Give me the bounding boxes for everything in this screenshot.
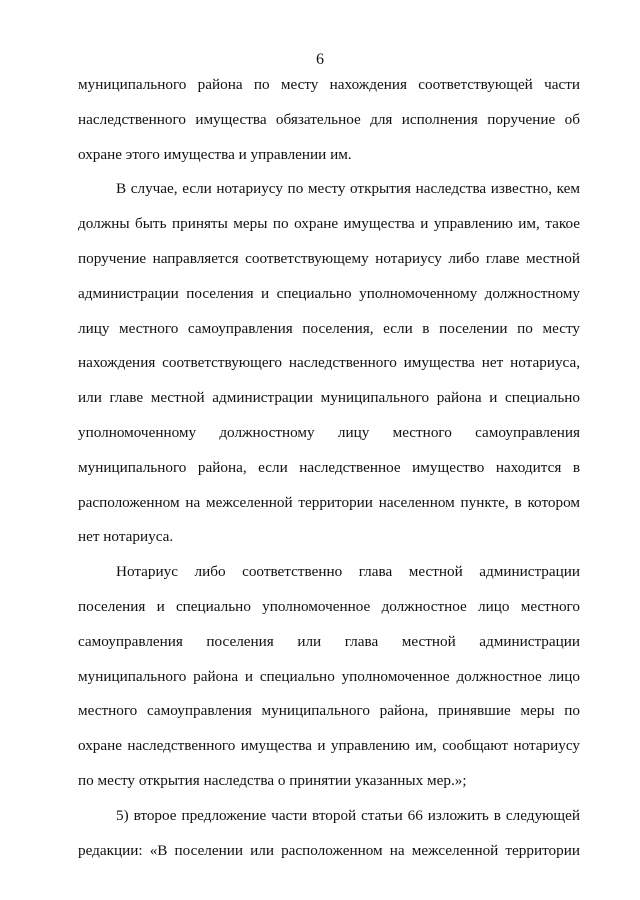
text-line: охране этого имущества и управлении им. <box>78 145 352 163</box>
text-line: администрации поселения и специально уполномоченному должностному <box>78 284 580 302</box>
text-line: лицу местного самоуправления поселения, если в поселении по месту <box>78 319 580 337</box>
text-line: муниципального района и специально уполномоченное должностное лицо <box>78 667 580 685</box>
page-number: 6 <box>316 51 324 68</box>
text-line: 5) второе предложение части второй статьи 66 изложить в следующей <box>116 806 580 824</box>
text-line: по месту открытия наследства о принятии указанных мер.»; <box>78 771 467 789</box>
text-line: или главе местной администрации муниципального района и специально <box>78 389 580 407</box>
text-line: расположенном на межселенной территории населенном пункте, в котором <box>78 493 580 511</box>
paragraph-3 <box>78 555 580 799</box>
text-line: редакции: «В поселении или расположенном на межселенной территории <box>78 841 580 859</box>
document-body <box>78 68 580 868</box>
text-line: нахождения соответствующего наследственного имущества нет нотариуса, <box>78 354 580 372</box>
text-line: Нотариус либо соответственно глава местной администрации <box>116 563 580 581</box>
text-line: муниципального района, если наследственное имущество находится в <box>78 458 580 476</box>
text-line: муниципального района по месту нахождения соответствующей части <box>78 76 580 93</box>
paragraph-4 <box>78 799 580 869</box>
text-line: наследственного имущества обязательное для исполнения поручение об <box>78 110 580 128</box>
text-line: уполномоченному должностному лицу местного самоуправления <box>78 423 580 441</box>
paragraph-1 <box>78 68 580 172</box>
text-line: поручение направляется соответствующему нотариусу либо главе местной <box>78 249 580 267</box>
text-line: охране наследственного имущества и управлению им, сообщают нотариусу <box>78 737 580 755</box>
text-line: местного самоуправления муниципального района, принявшие меры по <box>78 702 580 720</box>
text-line: В случае, если нотариусу по месту открытия наследства известно, кем <box>116 180 580 198</box>
paragraph-2 <box>78 172 580 555</box>
text-line: поселения и специально уполномоченное должностное лицо местного <box>78 597 580 615</box>
text-line: самоуправления поселения или глава местной администрации <box>78 632 580 650</box>
text-line: нет нотариуса. <box>78 528 174 546</box>
text-line: должны быть приняты меры по охране имущества и управлению им, такое <box>78 215 580 233</box>
